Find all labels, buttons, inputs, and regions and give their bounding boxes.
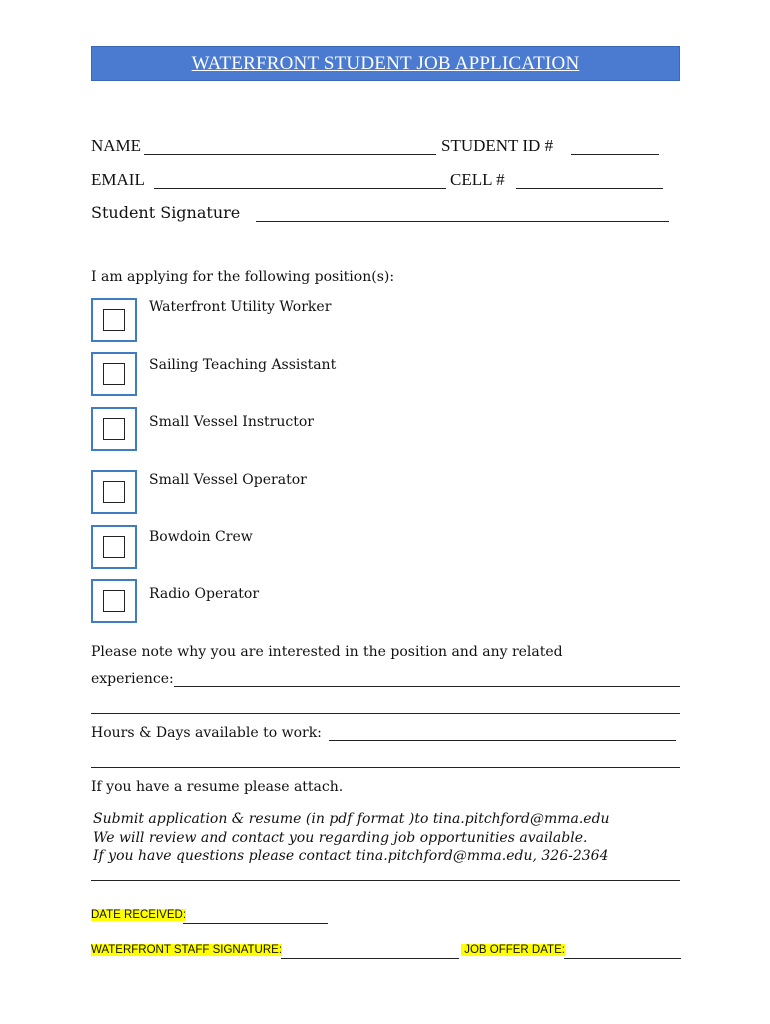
signature-label: Student Signature <box>91 203 241 222</box>
resume-note: If you have a resume please attach. <box>91 779 344 795</box>
experience-label: experience: <box>91 671 174 687</box>
hours-label: Hours & Days available to work: <box>91 725 322 741</box>
checkbox-radio-operator[interactable] <box>91 579 137 623</box>
email-label: EMAIL <box>91 170 145 189</box>
position-label: Radio Operator <box>149 586 260 602</box>
position-label: Waterfront Utility Worker <box>149 299 332 315</box>
name-label: NAME <box>91 136 142 155</box>
positions-intro: I am applying for the following position(s): <box>91 269 395 285</box>
checkbox-square <box>103 309 125 331</box>
checkbox-square <box>103 363 125 385</box>
contact-note: If you have questions please contact tina.pitchford@mma.edu, 326-2364 <box>93 848 609 864</box>
checkbox-square <box>103 481 125 503</box>
checkbox-bowdoin-crew[interactable] <box>91 525 137 569</box>
date-received-field[interactable] <box>183 923 328 924</box>
interest-prompt: Please note why you are interested in the position and any related <box>91 644 563 660</box>
date-received-label: DATE RECEIVED <box>91 909 183 921</box>
checkbox-waterfront-utility-worker[interactable] <box>91 298 137 342</box>
submit-instructions: Submit application & resume (in pdf format )to tina.pitchford@mma.edu <box>93 811 610 827</box>
position-label: Sailing Teaching Assistant <box>149 357 337 373</box>
cell-field[interactable] <box>516 188 663 189</box>
checkbox-square <box>103 590 125 612</box>
checkbox-square <box>103 536 125 558</box>
student-id-field[interactable] <box>571 154 659 155</box>
job-offer-date-field[interactable] <box>564 958 681 959</box>
divider <box>91 880 680 881</box>
checkbox-sailing-teaching-assistant[interactable] <box>91 352 137 396</box>
date-received-row: DATE RECEIVED: <box>91 909 187 921</box>
name-field[interactable] <box>144 154 436 155</box>
hours-field-line-2[interactable] <box>91 767 680 768</box>
email-field[interactable] <box>154 188 446 189</box>
job-offer-date-row: JOB OFFER DATE: <box>461 944 565 956</box>
signature-field[interactable] <box>256 221 669 222</box>
staff-signature-label: WATERFRONT STAFF SIGNATURE <box>91 944 279 956</box>
checkbox-small-vessel-instructor[interactable] <box>91 407 137 451</box>
cell-label: CELL # <box>450 170 505 189</box>
title-banner <box>91 46 680 81</box>
review-note: We will review and contact you regarding job opportunities available. <box>93 830 588 846</box>
experience-field-line-2[interactable] <box>91 713 680 714</box>
position-label: Bowdoin Crew <box>149 529 253 545</box>
checkbox-square <box>103 418 125 440</box>
page-title: WATERFRONT STUDENT JOB APPLICATION <box>191 52 580 74</box>
position-label: Small Vessel Instructor <box>149 414 314 430</box>
job-offer-date-label: JOB OFFER DATE <box>464 944 562 956</box>
staff-signature-row: WATERFRONT STAFF SIGNATURE: <box>91 944 283 956</box>
experience-field[interactable] <box>174 686 680 687</box>
position-label: Small Vessel Operator <box>149 472 307 488</box>
hours-field[interactable] <box>329 740 676 741</box>
staff-signature-field[interactable] <box>281 958 459 959</box>
student-id-label: STUDENT ID # <box>441 136 554 155</box>
checkbox-small-vessel-operator[interactable] <box>91 470 137 514</box>
